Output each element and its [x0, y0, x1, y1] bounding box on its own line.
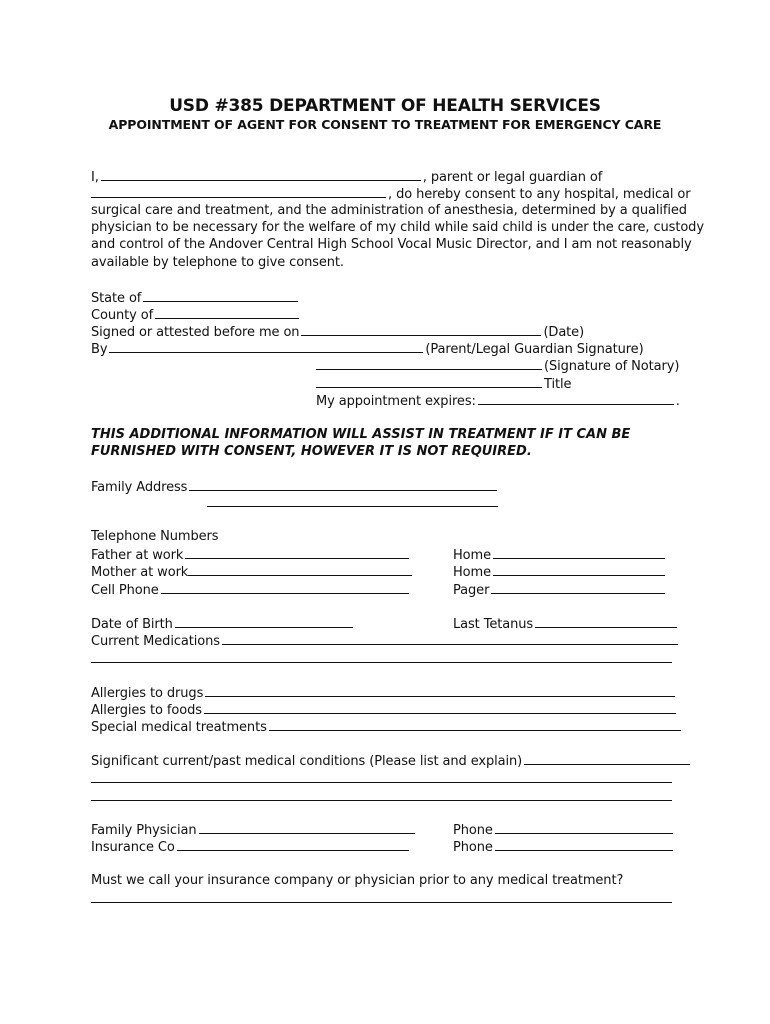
current-meds-field-2[interactable]: [91, 662, 672, 663]
special-treatments-field[interactable]: [269, 717, 681, 731]
insurance-phone-field[interactable]: [495, 837, 673, 851]
home1-field[interactable]: [493, 545, 665, 559]
pager-row: [453, 580, 667, 599]
consent-i-label: I,: [91, 170, 99, 185]
mother-work-row: [91, 562, 414, 581]
family-address-label: Family Address: [91, 480, 188, 495]
consent-line-5: and control of the Andover Central High School Vocal Music Director, and I am not reasonably: [91, 237, 692, 252]
father-work-label: Father at work: [91, 548, 184, 563]
expires-period: .: [675, 394, 680, 409]
mother-work-field[interactable]: [188, 562, 412, 576]
significant-field-2[interactable]: [91, 782, 672, 783]
allergies-foods-label: Allergies to foods: [91, 703, 202, 718]
father-work-field[interactable]: [185, 545, 409, 559]
cell-phone-row: [91, 580, 411, 599]
notary-title-field[interactable]: [316, 374, 542, 388]
family-physician-label: Family Physician: [91, 823, 197, 838]
form-title: USD #385 DEPARTMENT OF HEALTH SERVICES: [169, 96, 601, 116]
pager-field[interactable]: [491, 580, 665, 594]
family-address-field-2[interactable]: [207, 506, 498, 507]
last-tetanus-label: Last Tetanus: [453, 617, 534, 632]
consent-line-2: [91, 184, 691, 203]
notary-signature-label: (Signature of Notary): [544, 359, 680, 374]
consent-line-4: physician to be necessary for the welfare of my child while said child is under the care, custody: [91, 220, 704, 235]
insurance-field[interactable]: [177, 837, 409, 851]
county-field[interactable]: [155, 305, 299, 319]
significant-field-3[interactable]: [91, 800, 672, 801]
physician-phone-field[interactable]: [495, 820, 673, 834]
by-label: By: [91, 342, 108, 357]
signed-date-field[interactable]: [301, 322, 541, 336]
consent-hospital-text: , do hereby consent to any hospital, medical or: [388, 187, 691, 202]
current-meds-label: Current Medications: [91, 634, 220, 649]
home2-label: Home: [453, 565, 491, 580]
home1-label: Home: [453, 548, 491, 563]
allergies-drugs-field[interactable]: [205, 683, 675, 697]
expires-row: [316, 391, 680, 410]
mother-work-label: Mother at work: [91, 565, 189, 580]
telephone-numbers-heading: Telephone Numbers: [91, 529, 219, 544]
consent-line-3: surgical care and treatment, and the administration of anesthesia, determined by a qualified: [91, 203, 687, 218]
family-address-row: [91, 477, 499, 496]
notary-signature-row: [316, 356, 679, 375]
pager-label: Pager: [453, 583, 490, 598]
last-tetanus-field[interactable]: [535, 614, 677, 628]
significant-label: Significant current/past medical conditions (Please list and explain): [91, 754, 523, 769]
consent-line-6: available by telephone to give consent.: [91, 255, 344, 270]
parent-signature-field[interactable]: [109, 339, 423, 353]
must-call-question: Must we call your insurance company or physician prior to any medical treatment?: [91, 873, 624, 888]
significant-field[interactable]: [524, 751, 690, 765]
allergies-drugs-label: Allergies to drugs: [91, 686, 204, 701]
child-name-field[interactable]: [91, 184, 386, 198]
state-field[interactable]: [143, 288, 298, 302]
family-physician-field[interactable]: [199, 820, 415, 834]
date-label: (Date): [543, 325, 585, 340]
parent-signature-label: (Parent/Legal Guardian Signature): [425, 342, 644, 357]
insurance-phone-row: [453, 837, 675, 856]
must-call-answer-field[interactable]: [91, 902, 672, 903]
county-label: County of: [91, 308, 154, 323]
expires-label: My appointment expires:: [316, 394, 476, 409]
home2-field[interactable]: [493, 562, 665, 576]
home2-row: [453, 562, 667, 581]
cell-phone-label: Cell Phone: [91, 583, 159, 598]
expires-field[interactable]: [478, 391, 674, 405]
significant-row: [91, 751, 692, 770]
notary-title-label: Title: [544, 377, 572, 392]
consent-guardian-text: , parent or legal guardian of: [422, 170, 603, 185]
dob-label: Date of Birth: [91, 617, 173, 632]
allergies-foods-field[interactable]: [204, 700, 676, 714]
insurance-row: [91, 837, 411, 856]
state-label: State of: [91, 291, 142, 306]
special-treatments-label: Special medical treatments: [91, 720, 267, 735]
current-meds-field[interactable]: [222, 631, 678, 645]
insurance-phone-label: Phone: [453, 840, 493, 855]
special-treatments-row: [91, 717, 683, 736]
signed-label: Signed or attested before me on: [91, 325, 300, 340]
guardian-name-field[interactable]: [101, 167, 421, 181]
insurance-label: Insurance Co: [91, 840, 175, 855]
physician-phone-label: Phone: [453, 823, 493, 838]
family-address-field[interactable]: [189, 477, 497, 491]
notary-signature-field[interactable]: [316, 356, 542, 370]
dob-field[interactable]: [175, 614, 353, 628]
notice-line-2: FURNISHED WITH CONSENT, HOWEVER IT IS NOT REQUIRED.: [91, 444, 532, 459]
current-meds-row: [91, 631, 680, 650]
notice-line-1: THIS ADDITIONAL INFORMATION WILL ASSIST IN TREATMENT IF IT CAN BE: [91, 427, 631, 442]
cell-phone-field[interactable]: [161, 580, 409, 594]
form-subtitle: APPOINTMENT OF AGENT FOR CONSENT TO TREATMENT FOR EMERGENCY CARE: [108, 117, 662, 132]
